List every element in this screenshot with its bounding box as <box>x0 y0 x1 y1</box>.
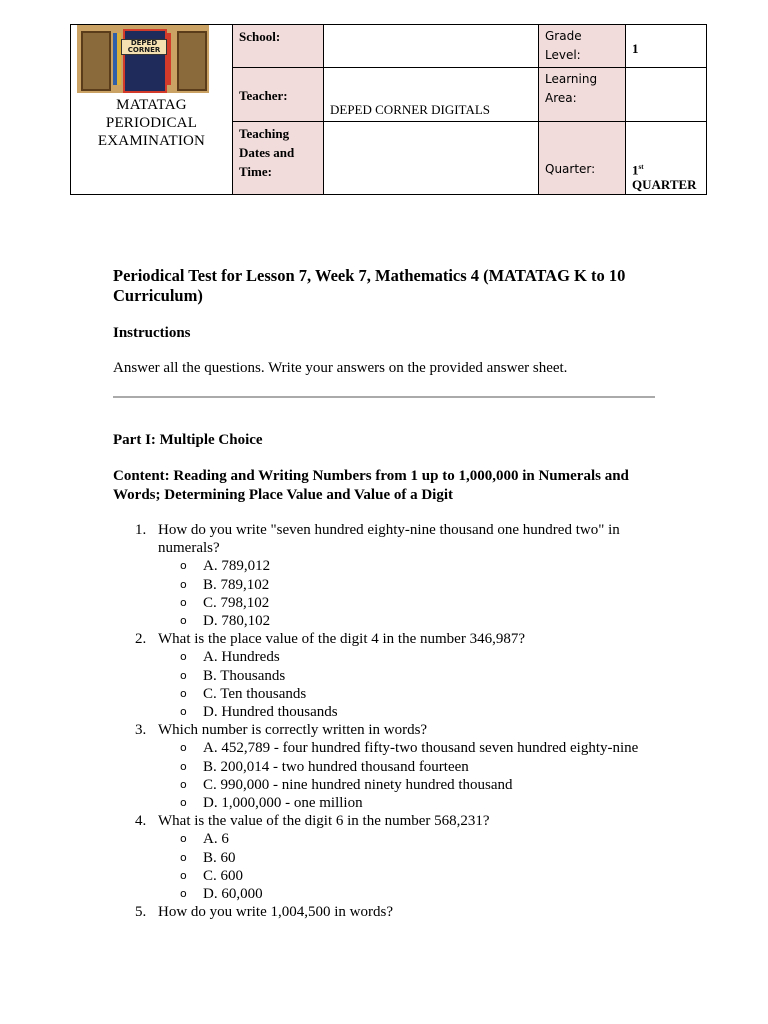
grade-level-label: Grade Level: <box>539 25 626 68</box>
bullet-icon: o <box>180 796 187 810</box>
teacher-label: Teacher: <box>233 68 324 122</box>
option-text: D. 780,102 <box>203 613 271 630</box>
option-text: D. 60,000 <box>203 886 263 903</box>
exam-title: MATATAG PERIODICAL EXAMINATION <box>97 97 206 149</box>
answer-option <box>158 885 673 903</box>
deped-corner-logo <box>77 25 209 93</box>
answer-option <box>158 667 673 685</box>
question-number: 2. <box>135 631 147 648</box>
header-table <box>70 24 707 195</box>
bullet-icon: o <box>180 614 187 628</box>
option-text: B. 60 <box>203 849 236 866</box>
bullet-icon: o <box>180 850 187 864</box>
option-text: A. Hundreds <box>203 649 280 666</box>
question-item <box>113 903 673 921</box>
answer-option <box>158 830 673 848</box>
school-label: School: <box>233 25 324 68</box>
bullet-icon: o <box>180 686 187 700</box>
teaching-dates-field <box>324 122 539 195</box>
question-item <box>113 721 673 812</box>
bullet-icon: o <box>180 577 187 591</box>
answer-option <box>158 849 673 867</box>
school-field <box>324 25 539 68</box>
bullet-icon: o <box>180 741 187 755</box>
option-list <box>158 557 673 630</box>
answer-option <box>158 557 673 575</box>
option-text: C. Ten thousands <box>203 685 307 702</box>
answer-option <box>158 776 673 794</box>
option-text: B. 789,102 <box>203 576 270 593</box>
answer-option <box>158 739 673 757</box>
part-heading: Part I: Multiple Choice <box>113 432 263 448</box>
option-text: C. 600 <box>203 867 244 884</box>
answer-option <box>158 594 673 612</box>
answer-option <box>158 685 673 703</box>
learning-area-value <box>626 68 707 122</box>
teacher-name: DEPED CORNER DIGITALS <box>324 68 539 122</box>
bullet-icon: o <box>180 705 187 719</box>
option-text: C. 798,102 <box>203 594 270 611</box>
logo-cell <box>71 25 233 195</box>
question-number: 1. <box>135 522 147 538</box>
question-number: 4. <box>135 813 147 830</box>
content-heading: Content: Reading and Writing Numbers from 1 up to 1,000,000 in Numerals and Words; Determining Place Value and Value of a Digit <box>113 468 629 503</box>
instructions-text: Answer all the questions. Write your answers on the provided answer sheet. <box>113 360 568 376</box>
bullet-icon: o <box>180 832 187 846</box>
option-text: A. 789,012 <box>203 558 271 575</box>
question-list <box>113 521 673 921</box>
grade-level-value: 1 <box>626 25 707 68</box>
bullet-icon: o <box>180 650 187 664</box>
question-number: 5. <box>135 904 147 921</box>
bullet-icon: o <box>180 595 187 609</box>
answer-option <box>158 794 673 812</box>
document-title: Periodical Test for Lesson 7, Week 7, Mathematics 4 (MATATAG K to 10 Curriculum) <box>113 266 626 305</box>
question-number: 3. <box>135 722 147 739</box>
teaching-dates-label: Teaching Dates and Time: <box>233 122 324 195</box>
learning-area-label: Learning Area: <box>539 68 626 122</box>
option-text: C. 990,000 - nine hundred ninety hundred thousand <box>203 776 513 793</box>
option-text: D. Hundred thousands <box>203 704 338 721</box>
answer-option <box>158 703 673 721</box>
instructions-heading: Instructions <box>113 325 191 341</box>
question-text: Which number is correctly written in words? <box>158 722 428 739</box>
option-text: D. 1,000,000 - one million <box>203 795 363 812</box>
quarter-number: 1 <box>632 162 639 178</box>
question-item <box>113 521 673 630</box>
answer-option <box>158 758 673 776</box>
option-list <box>158 739 673 812</box>
quarter-label: Quarter: <box>539 122 626 195</box>
question-item <box>113 630 673 721</box>
bullet-icon: o <box>180 777 187 791</box>
answer-option <box>158 576 673 594</box>
horizontal-rule <box>113 396 655 398</box>
quarter-suffix: st <box>638 163 644 171</box>
quarter-value <box>626 122 707 195</box>
option-list <box>158 648 673 721</box>
answer-option <box>158 867 673 885</box>
answer-option <box>158 612 673 630</box>
option-text: B. 200,014 - two hundred thousand fourteen <box>203 758 469 775</box>
option-text: B. Thousands <box>203 667 286 684</box>
bullet-icon: o <box>180 868 187 882</box>
bullet-icon: o <box>180 668 187 682</box>
option-list <box>158 830 673 903</box>
bullet-icon: o <box>180 559 187 573</box>
option-text: A. 452,789 - four hundred fifty-two thousand seven hundred eighty-nine <box>203 740 639 757</box>
option-text: A. 6 <box>203 831 229 848</box>
bullet-icon: o <box>180 887 187 901</box>
question-text: How do you write 1,004,500 in words? <box>158 904 393 921</box>
question-text: What is the value of the digit 6 in the number 568,231? <box>158 813 490 830</box>
question-text: What is the place value of the digit 4 in the number 346,987? <box>158 631 525 648</box>
bullet-icon: o <box>180 759 187 773</box>
answer-option <box>158 648 673 666</box>
question-text: How do you write "seven hundred eighty-nine thousand one hundred two" in numerals? <box>158 522 620 557</box>
question-item <box>113 812 673 903</box>
logo-badge: DEPED CORNER <box>121 39 167 55</box>
quarter-word: QUARTER <box>632 177 697 193</box>
